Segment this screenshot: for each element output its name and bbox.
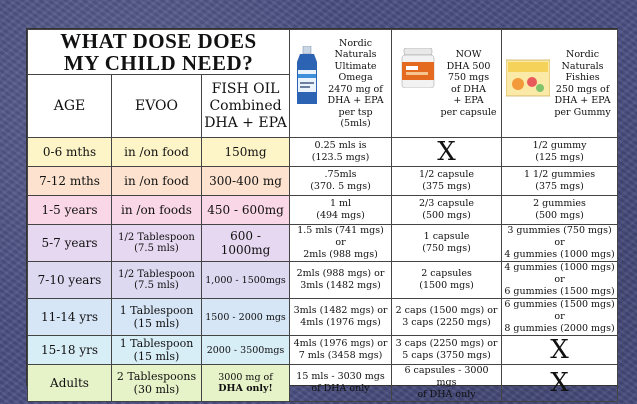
product-2-dose-cell: [392, 167, 502, 196]
fish-oil-cell-line: 450 - 600mg: [207, 203, 284, 217]
age-cell: 15-18 yrs: [28, 336, 112, 365]
product-1-line: Naturals: [334, 49, 377, 60]
table-row: [28, 167, 618, 196]
product-2-dose-cell-line: 3 caps (2250 mgs) or: [395, 338, 498, 349]
product-1-dose-cell-line: 1.5 mls (741 mgs) or: [297, 225, 384, 248]
product-1-dose-cell: [290, 365, 392, 402]
product-2-dose-cell-line: 1 capsule: [423, 231, 470, 242]
product-2-dose-cell: [392, 225, 502, 262]
product-2-dose-cell: [392, 196, 502, 225]
product-2-dose-cell-line: 6 capsules - 3000 mgs: [404, 365, 489, 388]
product-2-dose-cell-line: 1/2 capsule: [419, 169, 475, 180]
fish-oil-cell-line: 150mg: [224, 145, 267, 159]
product-1-dose-cell-line: 2mls (988 mgs): [303, 249, 378, 260]
evoo-cell: [112, 262, 202, 299]
title-line-2: MY CHILD NEED?: [63, 51, 254, 75]
product-2-line: NOW: [455, 49, 482, 60]
product-2-line: DHA 500: [446, 60, 491, 72]
table-row: [28, 225, 618, 262]
product-1-dose-cell-line: 3mls (1482 mgs): [300, 280, 381, 291]
product-1-line: per tsp (5mls): [338, 106, 373, 129]
product-3-dose-cell: [502, 262, 618, 299]
age-cell: Adults: [28, 365, 112, 402]
fish-oil-cell-line: 1,000 - 1500mgs: [205, 274, 286, 286]
evoo-cell: [112, 225, 202, 262]
fish-oil-cell: [202, 262, 290, 299]
product-1-dose-cell-line: 7 mls (3458 mgs): [298, 350, 383, 361]
product-3-dose-cell: [502, 196, 618, 225]
evoo-cell-line: 2 Tablespoons: [116, 370, 197, 383]
product-3-dose-cell-line: (500 mgs): [535, 210, 584, 221]
product-3-dose-cell-line: (375 mgs): [535, 181, 584, 192]
product-3-line: 250 mgs of: [555, 83, 610, 95]
product-3-line: per Gummy: [554, 106, 611, 118]
product-1-dose-cell-line: (494 mgs): [316, 210, 365, 221]
age-cell: 11-14 yrs: [28, 299, 112, 336]
evoo-cell: [112, 299, 202, 336]
product-3-text: [550, 49, 615, 118]
product-1-dose-cell-line: 4mls (1976 mgs): [300, 317, 381, 328]
age-cell: 0-6 mths: [28, 138, 112, 167]
product-2-dose-cell: [392, 336, 502, 365]
evoo-cell-line: 1/2 Tablespoon: [118, 269, 195, 280]
age-cell: 5-7 years: [28, 225, 112, 262]
product-2-line: of DHA: [451, 83, 487, 95]
product-1-dose-cell-line: 2mls (988 mgs) or: [296, 268, 385, 279]
product-2-dose-cell-line: 5 caps (3750 mgs): [402, 350, 491, 361]
fish-oil-bottle-icon: [294, 46, 320, 106]
age-cell: 7-12 mths: [28, 167, 112, 196]
product-2-dose-cell-line: (1500 mgs): [419, 280, 474, 291]
fish-oil-cell: [202, 225, 290, 262]
product-2-dose-cell-line: 2 caps (1500 mgs) or: [395, 305, 498, 316]
product-3-dose-cell-line: 4 gummies (1000 mgs): [504, 249, 615, 260]
product-1-dose-cell-line: 0.25 mls is: [314, 140, 367, 151]
product-3-dose-cell: [502, 138, 618, 167]
product-3-dose-cell: [502, 299, 618, 336]
product-1-dose-cell-line: 3mls (1482 mgs) or: [293, 305, 388, 316]
evoo-cell-line: in /on food: [124, 174, 189, 188]
product-1-line: Nordic: [339, 37, 373, 49]
product-2-dose-cell-line: 3 caps (2250 mgs): [402, 317, 491, 328]
table-row: [28, 365, 618, 402]
fish-oil-cell-line: 2000 - 3500mgs: [206, 344, 285, 356]
product-3-dose-cell-line: 4 gummies (1000 mgs) or: [504, 262, 615, 285]
product-1-dose-cell-line: (123.5 mgs): [311, 152, 370, 163]
product-1-line: 2470 mg of: [328, 83, 383, 95]
evoo-cell-line: (30 mls): [133, 383, 180, 396]
evoo-cell-line: (15 mls): [133, 350, 180, 363]
age-cell: 7-10 years: [28, 262, 112, 299]
product-1-dose-cell: [290, 167, 392, 196]
product-header-2: [392, 30, 502, 138]
fish-oil-header-line-1: FISH OIL: [211, 80, 280, 97]
not-applicable-mark: X: [550, 335, 569, 365]
product-3-dose-cell-line: 8 gummies (2000 mgs): [504, 323, 615, 334]
table-row: [28, 262, 618, 299]
not-applicable-mark: X: [437, 137, 456, 167]
product-1-dose-cell-line: 4mls (1976 mgs) or: [293, 338, 388, 349]
product-1-line: DHA + EPA: [327, 95, 384, 106]
product-3-line: Naturals: [561, 60, 604, 72]
evoo-cell-line: (7.5 mls): [134, 243, 179, 254]
product-3-dose-cell-line: 2 gummies: [533, 198, 586, 209]
evoo-cell: [112, 167, 202, 196]
product-3-dose-cell-line: 1/2 gummy: [532, 140, 587, 151]
product-2-dose-cell: [392, 138, 502, 167]
product-1-line: Omega: [338, 72, 373, 83]
product-1-dose-cell-line: of DHA only: [311, 383, 370, 394]
age-cell: 1-5 years: [28, 196, 112, 225]
product-1-dose-cell: [290, 262, 392, 299]
product-3-dose-cell-line: 3 gummies (750 mgs) or: [507, 225, 612, 248]
fish-oil-cell: [202, 299, 290, 336]
evoo-cell: [112, 138, 202, 167]
product-2-dose-cell-line: (750 mgs): [422, 243, 471, 254]
not-applicable-mark: X: [550, 368, 569, 398]
fish-oil-cell: [202, 365, 290, 402]
product-2-dose-cell-line: 2 capsules: [421, 268, 472, 279]
product-1-dose-cell-line: .75mls: [324, 169, 357, 180]
product-1-dose-cell-line: 15 mls - 3030 mgs: [296, 371, 385, 382]
capsule-jar-icon: [400, 48, 436, 88]
evoo-cell: [112, 365, 202, 402]
product-3-dose-cell: [502, 336, 618, 365]
fish-oil-cell-line: 300-400 mg: [209, 174, 282, 188]
fish-oil-cell-line: DHA only!: [218, 383, 273, 394]
product-2-dose-cell: [392, 262, 502, 299]
fish-oil-cell-line: 3000 mg of: [218, 372, 273, 383]
product-2-dose-cell-line: (375 mgs): [422, 181, 471, 192]
fish-oil-header-line-2: Combined: [209, 97, 282, 114]
product-1-dose-cell-line: (370. 5 mgs): [310, 181, 371, 192]
evoo-header: EVOO: [112, 75, 202, 138]
title-line-1: WHAT DOSE DOES: [60, 29, 257, 53]
product-2-dose-cell-line: (500 mgs): [422, 210, 471, 221]
fish-oil-cell: [202, 138, 290, 167]
product-3-dose-cell: [502, 167, 618, 196]
dose-table: [27, 29, 618, 402]
age-header: AGE: [28, 75, 112, 138]
chart-title: [28, 30, 290, 75]
product-3-dose-cell-line: 6 gummies (1500 mgs) or: [504, 299, 615, 322]
evoo-cell-line: 1 Tablespoon: [119, 304, 194, 317]
evoo-cell-line: (15 mls): [133, 317, 180, 330]
product-1-text: [322, 38, 389, 130]
product-3-dose-cell-line: (125 mgs): [535, 152, 584, 163]
product-1-dose-cell: [290, 138, 392, 167]
product-3-line: Nordic: [566, 49, 600, 60]
fish-oil-cell: [202, 336, 290, 365]
gummy-box-icon: [506, 58, 550, 98]
evoo-cell-line: 1 Tablespoon: [119, 337, 194, 350]
evoo-cell: [112, 196, 202, 225]
table-row: [28, 299, 618, 336]
product-3-dose-cell: [502, 365, 618, 402]
dose-chart: [26, 28, 618, 400]
product-1-dose-cell-line: 1 ml: [329, 198, 352, 209]
table-row: [28, 336, 618, 365]
table-row: [28, 196, 618, 225]
product-3-dose-cell-line: 1 1/2 gummies: [523, 169, 596, 180]
fish-oil-cell-line: 600 - 1000mg: [220, 229, 271, 257]
product-1-dose-cell: [290, 225, 392, 262]
fish-oil-header-line-3: DHA + EPA: [204, 114, 287, 131]
fish-oil-cell: [202, 167, 290, 196]
evoo-cell-line: in /on food: [124, 145, 189, 159]
product-3-dose-cell: [502, 225, 618, 262]
product-2-line: + EPA: [453, 95, 484, 106]
fish-oil-header: [202, 75, 290, 138]
product-1-dose-cell: [290, 299, 392, 336]
product-3-line: Fishies: [565, 72, 600, 83]
fish-oil-cell: [202, 196, 290, 225]
product-2-line: 750 mgs: [447, 72, 490, 83]
evoo-cell-line: in /on foods: [121, 203, 192, 217]
product-1-dose-cell: [290, 196, 392, 225]
evoo-cell-line: 1/2 Tablespoon: [118, 232, 195, 243]
product-3-line: DHA + EPA: [554, 95, 611, 106]
product-3-dose-cell-line: 6 gummies (1500 mgs): [504, 286, 615, 297]
product-header-1: [290, 30, 392, 138]
product-2-line: per capsule: [440, 106, 497, 118]
product-2-dose-cell: [392, 299, 502, 336]
product-header-3: [502, 30, 618, 138]
fish-oil-cell-line: 1500 - 2000 mgs: [205, 311, 286, 323]
product-1-line: Ultimate: [334, 60, 377, 72]
evoo-cell: [112, 336, 202, 365]
product-2-dose-cell-line: 2/3 capsule: [419, 198, 475, 209]
product-1-dose-cell: [290, 336, 392, 365]
evoo-cell-line: (7.5 mls): [134, 280, 179, 291]
table-row: [28, 138, 618, 167]
product-2-text: [438, 49, 499, 118]
product-2-dose-cell-line: of DHA only: [417, 389, 476, 400]
product-2-dose-cell: [392, 365, 502, 402]
